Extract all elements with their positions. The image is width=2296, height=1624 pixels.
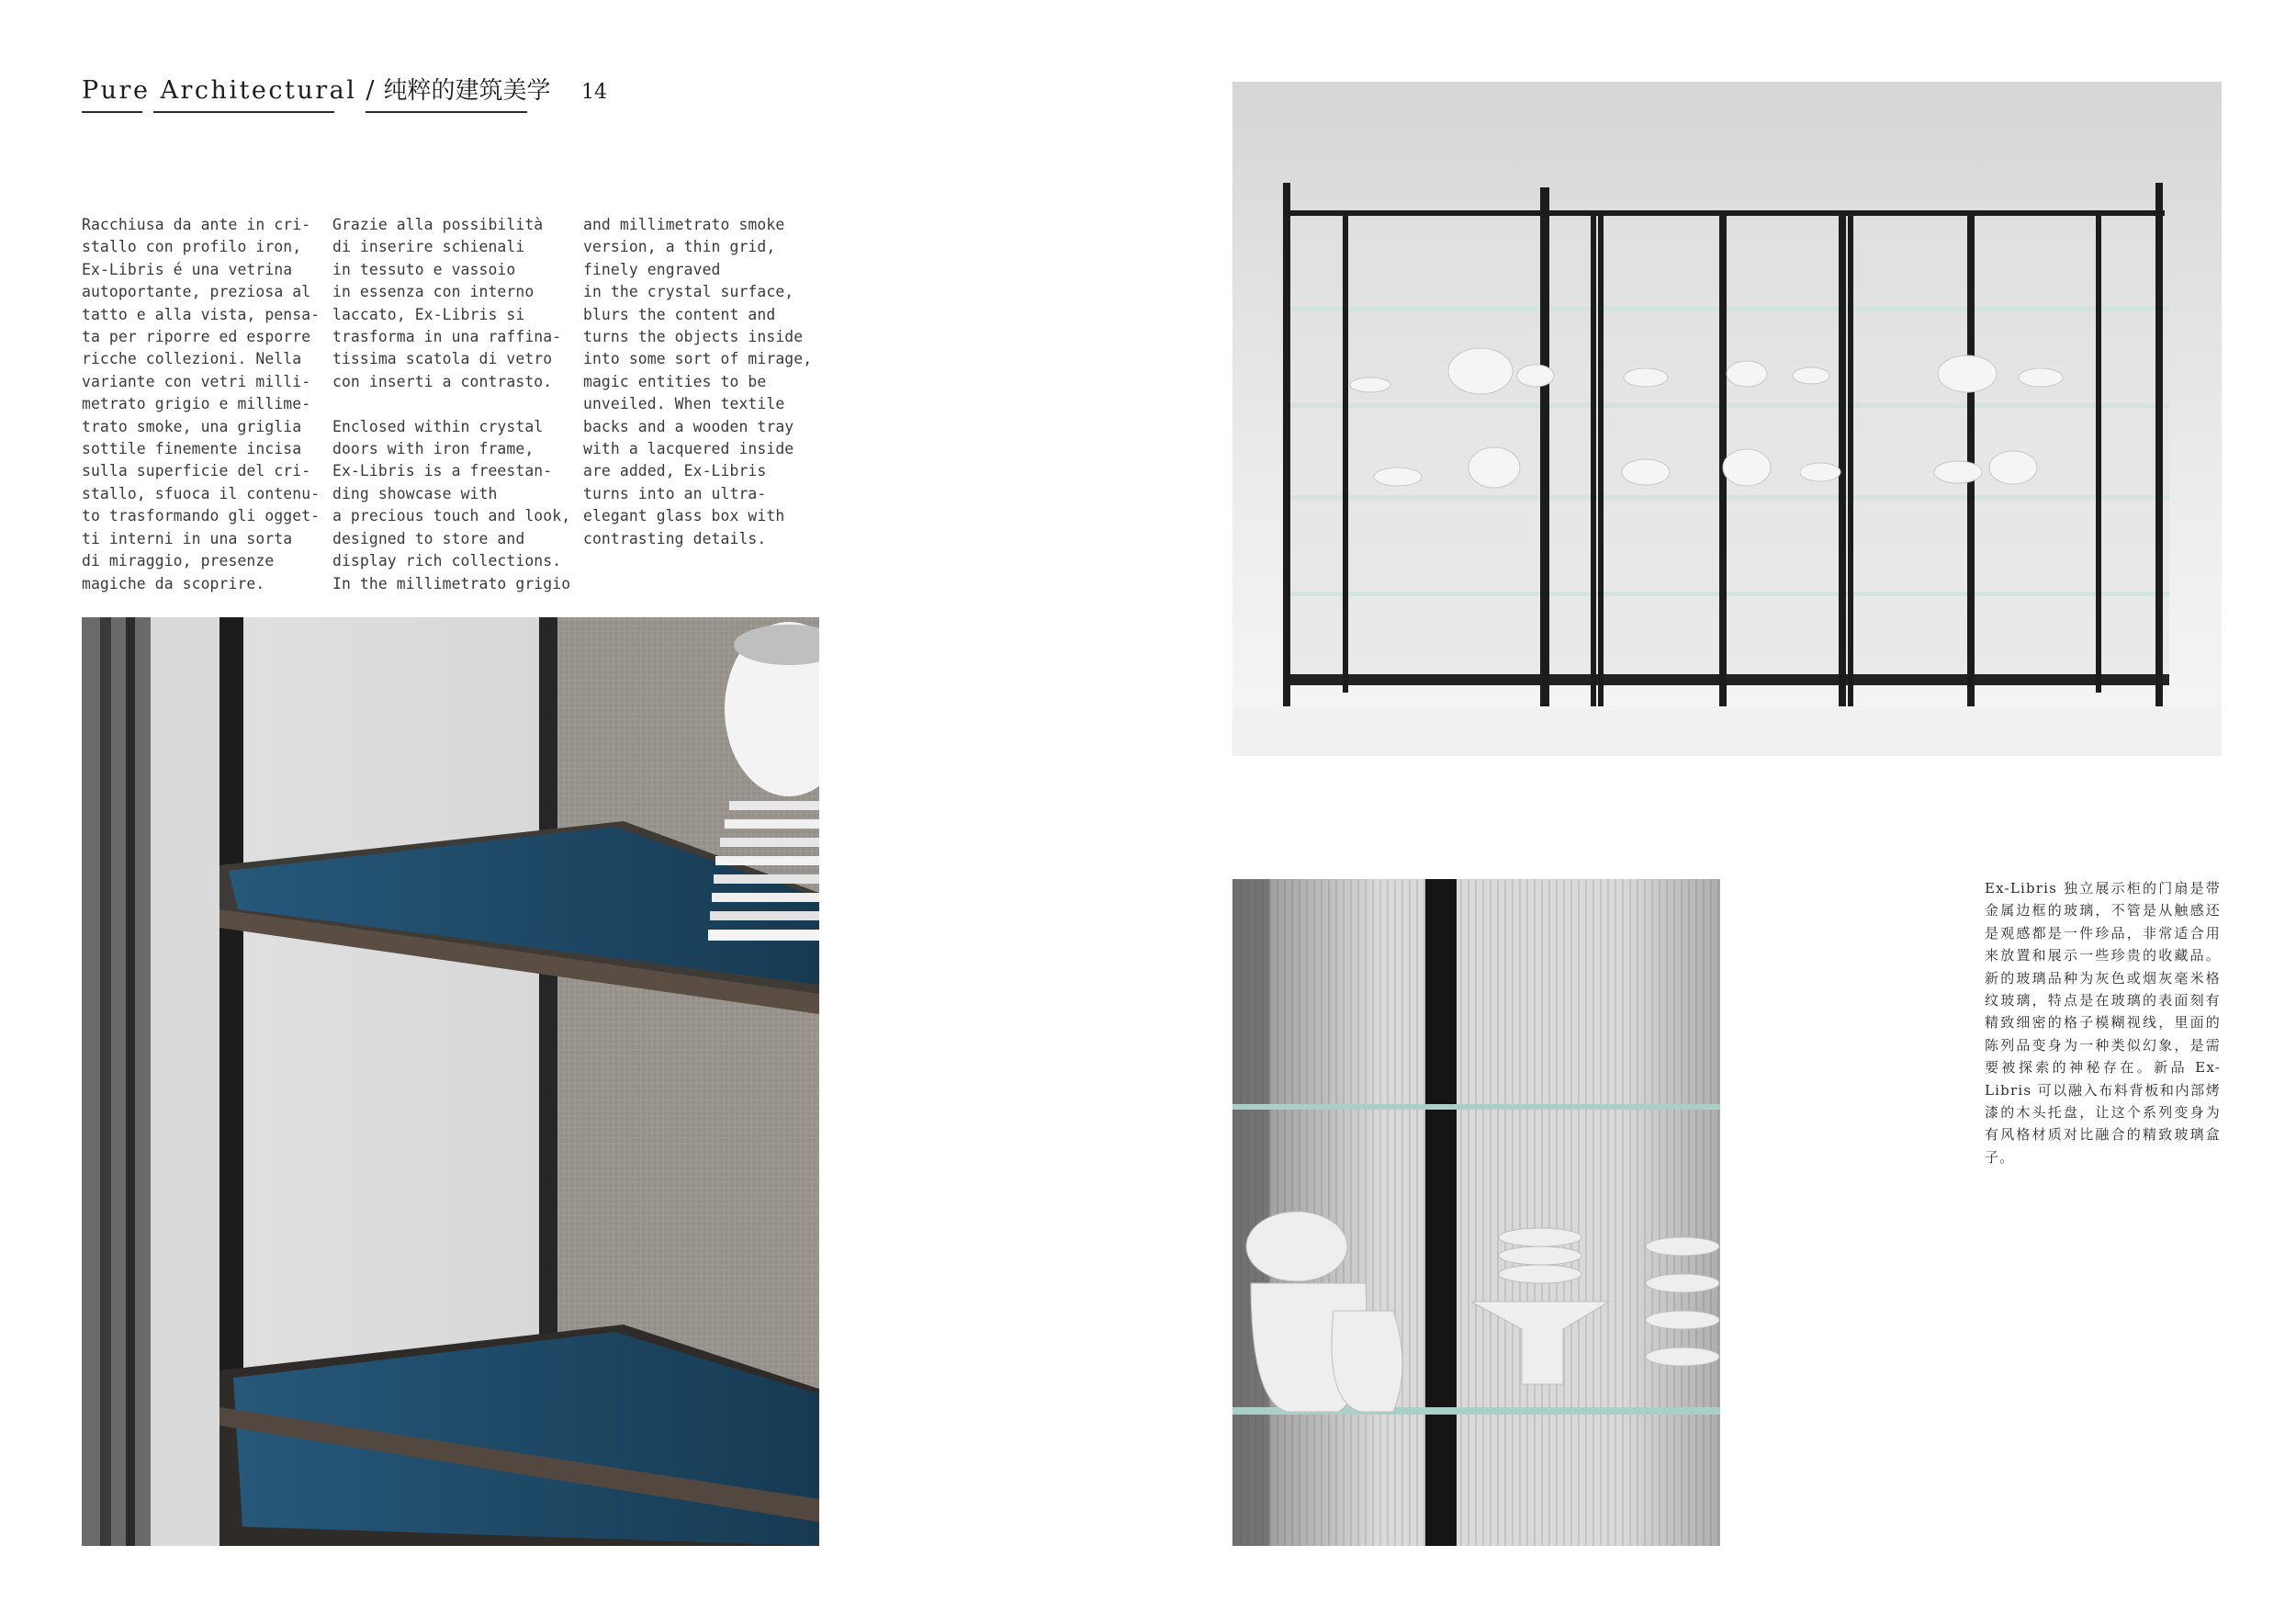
title-separator: /: [366, 76, 375, 105]
title-english: Pure Architectural: [82, 76, 357, 105]
page-header: [82, 72, 551, 108]
text-column-italian: Racchiusa da ante in cri- stallo con profilo iron, Ex-Libris é una vetrina autoportante, preziosa al tatto e alla vista, pensa- ta per riporre ed esporre ricche collezioni. Nella variante con vetri milli- metrato grigio e millime- trato smoke, una griglia sottile finemente incisa sulla superficie del cri- stallo, sfuoca il contenu- to trasformando gli ogget- ti interni in una sorta di miraggio, presenze magiche da scoprire.: [82, 216, 321, 592]
title-underline: [153, 111, 334, 113]
title-chinese: 纯粹的建筑美学: [383, 77, 551, 105]
page-number: 14: [581, 81, 607, 104]
text-column-italian-english: Grazie alla possibilità di inserire schienali in tessuto e vassoio in essenza con interno laccato, Ex-Libris si trasforma in una raffina- tissima scatola di vetro con inserti a contrasto. Enclosed within crystal doors with iron frame, Ex-Libris is a freestan- ding showcase with a precious touch and look, designed to store and display rich collections. In the millimetrato grigio: [332, 216, 571, 592]
title-underline: [82, 111, 142, 113]
shelf-closeup-photo: [82, 617, 819, 1546]
text-column-english: and millimetrato smoke version, a thin grid, finely engraved in the crystal surface, blurs the content and turns the objects inside into some sort of mirage, magic entities to be unveiled. When textile backs and a wooden tray with a lacquered inside are added, Ex-Libris turns into an ultra- elegant glass box with contrasting details.: [583, 216, 813, 547]
title-underline: [366, 111, 527, 113]
text-column-chinese: Ex-Libris 独立展示柜的门扇是带金属边框的玻璃，不管是从触感还是观感都是一件珍品，非常适合用来放置和展示一些珍贵的收藏品。新的玻璃品种为灰色或烟灰毫米格纹玻璃，特点是在玻璃的表面刻有精致细密的格子模糊视线，里面的陈列品变身为一种类似幻象，是需要被探索的神秘存在。新品 Ex-Libris 可以融入布料背板和内部烤漆的木头托盘，让这个系列变身为有风格材质对比融合的精致玻璃盒子。: [1985, 880, 2221, 1166]
glass-detail-photo: [1232, 879, 1720, 1546]
showcase-photo: [1232, 82, 2222, 756]
